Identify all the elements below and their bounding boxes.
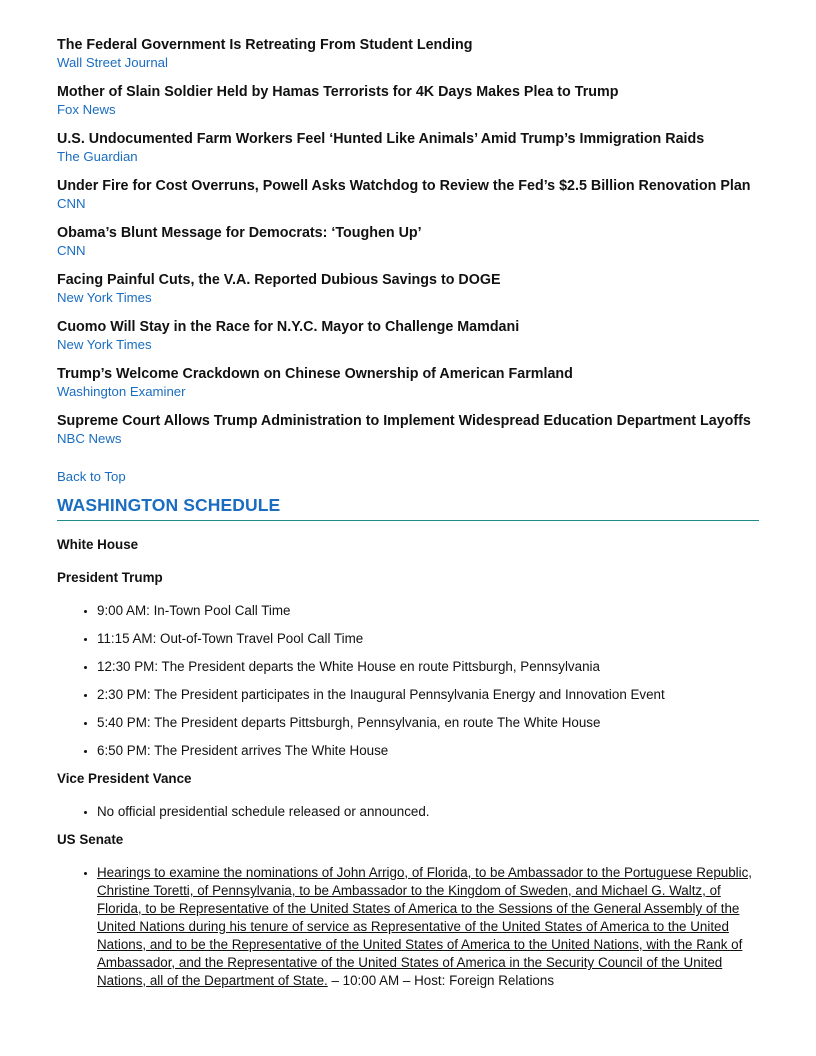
news-item [57,365,759,401]
news-item [57,224,759,260]
back-to-top-link[interactable]: Back to Top [57,469,126,484]
news-source-link[interactable]: CNN [57,196,86,211]
list-item: • 2:30 PM: The President participates in the Inaugural Pennsylvania Energy and Innovation Event [97,686,759,704]
list-item: • 12:30 PM: The President departs the White House en route Pittsburgh, Pennsylvania [97,658,759,676]
list-item: • 11:15 AM: Out-of-Town Travel Pool Call Time [97,630,759,648]
news-item [57,36,759,72]
hearing-time-host: – 10:00 AM – Host: Foreign Relations [327,973,555,988]
news-headline: Cuomo Will Stay in the Race for N.Y.C. Mayor to Challenge Mamdani [57,319,520,335]
news-source-link[interactable]: Fox News [57,102,116,117]
news-headline: Facing Painful Cuts, the V.A. Reported Dubious Savings to DOGE [57,272,501,288]
news-source-link[interactable]: The Guardian [57,149,138,164]
news-item [57,83,759,119]
news-source-link[interactable]: Washington Examiner [57,384,186,399]
senate-label: US Senate [57,832,124,847]
news-source-link[interactable]: New York Times [57,337,152,352]
news-headline: Trump’s Welcome Crackdown on Chinese Ownership of American Farmland [57,366,573,382]
news-source-link[interactable]: NBC News [57,431,122,446]
senate-schedule-list [57,864,759,990]
news-headline: Supreme Court Allows Trump Administration to Implement Widespread Education Department Layoffs [57,413,751,429]
list-item: • No official presidential schedule released or announced. [97,803,759,821]
news-item [57,412,759,448]
list-item: • 5:40 PM: The President departs Pittsburgh, Pennsylvania, en route The White House [97,714,759,732]
vp-schedule-list [57,803,759,821]
newsletter-page [57,36,759,1000]
list-item [97,864,759,990]
news-item [57,177,759,213]
senate-hearing-link[interactable]: Hearings to examine the nominations of John Arrigo, of Florida, to be Ambassador to the Portuguese Republic, Christine Toretti, of Pennsylvania, to be Ambassador to the Kingdom of Sweden, and Michael G. Waltz, of Florida, to be Representative of the United States of America to the Sessions of the General Assembly of the United Nations during his tenure of service as Representative of the United States of America to the United Nations, and to be the Representative of the United States of America to the United Nations, with the Rank of Ambassador, and the Representative of the United States of America in the Security Council of the United Nations, all of the Department of State. [97,865,753,988]
section-title: WASHINGTON SCHEDULE [57,494,759,521]
news-source-link[interactable]: Wall Street Journal [57,55,168,70]
news-headline: Under Fire for Cost Overruns, Powell Asks Watchdog to Review the Fed’s $2.5 Billion Renovation Plan [57,178,751,194]
news-item [57,318,759,354]
vp-label: Vice President Vance [57,771,192,786]
president-schedule-list [57,602,759,760]
list-item: • 6:50 PM: The President arrives The White House [97,742,759,760]
news-source-link[interactable]: New York Times [57,290,152,305]
news-headline: Obama’s Blunt Message for Democrats: ‘Toughen Up’ [57,225,422,241]
list-item: • 9:00 AM: In-Town Pool Call Time [97,602,759,620]
news-item [57,130,759,166]
news-headline: U.S. Undocumented Farm Workers Feel ‘Hunted Like Animals’ Amid Trump’s Immigration Raids [57,131,705,147]
news-headline: The Federal Government Is Retreating From Student Lending [57,37,473,53]
president-label: President Trump [57,570,163,585]
news-item [57,271,759,307]
news-source-link[interactable]: CNN [57,243,86,258]
news-headline: Mother of Slain Soldier Held by Hamas Terrorists for 4K Days Makes Plea to Trump [57,84,619,100]
white-house-label: White House [57,537,139,552]
news-list [57,36,759,448]
